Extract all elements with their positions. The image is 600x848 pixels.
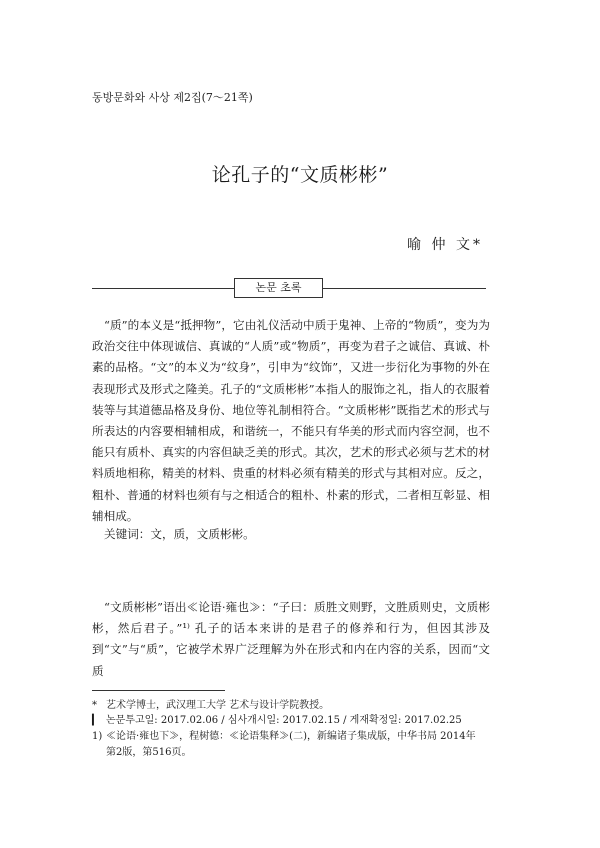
abstract-rule-right (323, 288, 486, 289)
body-text: “文质彬彬”语出≪论语·雍也≫：“子曰：质胜文则野，文胜质则史，文质彬彬，然后君子。”¹⁾ 孔子的话本来讲的是君子的修养和行为，但因其涉及到“文”与“质”，它被学术界广泛理解为外在形式和内在内容的关系，因而“文质 (92, 600, 490, 678)
abstract-rule-left (92, 288, 234, 289)
paper-title: 论孔子的“文质彬彬” (211, 164, 389, 186)
abstract-paragraph (92, 315, 490, 527)
body-paragraph (92, 597, 490, 682)
footnote-text: ≪论语·雍也下≫，程树德：≪论语集释≫(二)，新编诸子集成版，中华书局 2014年 第2版，第516页。 (106, 731, 476, 758)
footnote-mark: 1) (92, 731, 103, 742)
footnote-author (92, 698, 492, 714)
footnote-citation (92, 729, 492, 761)
keywords-line: 关键词：文，质，文质彬彬。 (104, 527, 255, 541)
footnote-text: 艺术学博士，武汉理工大学 艺术与设计学院教授。 (106, 700, 330, 711)
footnote-dates (92, 713, 492, 729)
abstract-label: 논문 초록 (234, 278, 323, 298)
footnote-mark: * (92, 700, 97, 711)
author-name: 喻 仲 文* (407, 237, 483, 253)
abstract-text: “质”的本义是“抵押物”，它由礼仪活动中质于鬼神、上帝的“物质”，变为为政治交往中体现诚信、真诚的“人质”或“物质”，再变为君子之诚信、真诚、朴素的品格。“文”的本义为“纹身”，引申为“纹饰”，又进一步衍化为事物的外在表现形式及形式之隆美。孔子的“文质彬彬”本指人的服饰之礼，指人的衣服着装等与其道德品格及身份、地位等礼制相符合。“文质彬彬”既指艺术的形式与所表达的内容要相辅相成，和谐统一，不能只有华美的形式而内容空洞，也不能只有质朴、真实的内容但缺乏美的形式。其次，艺术的形式必须与艺术的材料质地相称，精美的材料、贵重的材料必须有精美的形式与其相对应。反之，粗朴、普通的材料也须有与之相适合的粗朴、朴素的形式，二者相互彰显、相辅相成。 (92, 318, 490, 523)
footnote-rule (92, 690, 225, 691)
running-head: 동방문화와 사상 제2집(7～21쪽) (92, 91, 253, 104)
footnote-text: 논문투고일: 2017.02.06 / 심사개시일: 2017.02.15 / 게재확정일: 2017.02.25 (106, 715, 462, 726)
footnote-mark: ▎ (92, 715, 100, 726)
